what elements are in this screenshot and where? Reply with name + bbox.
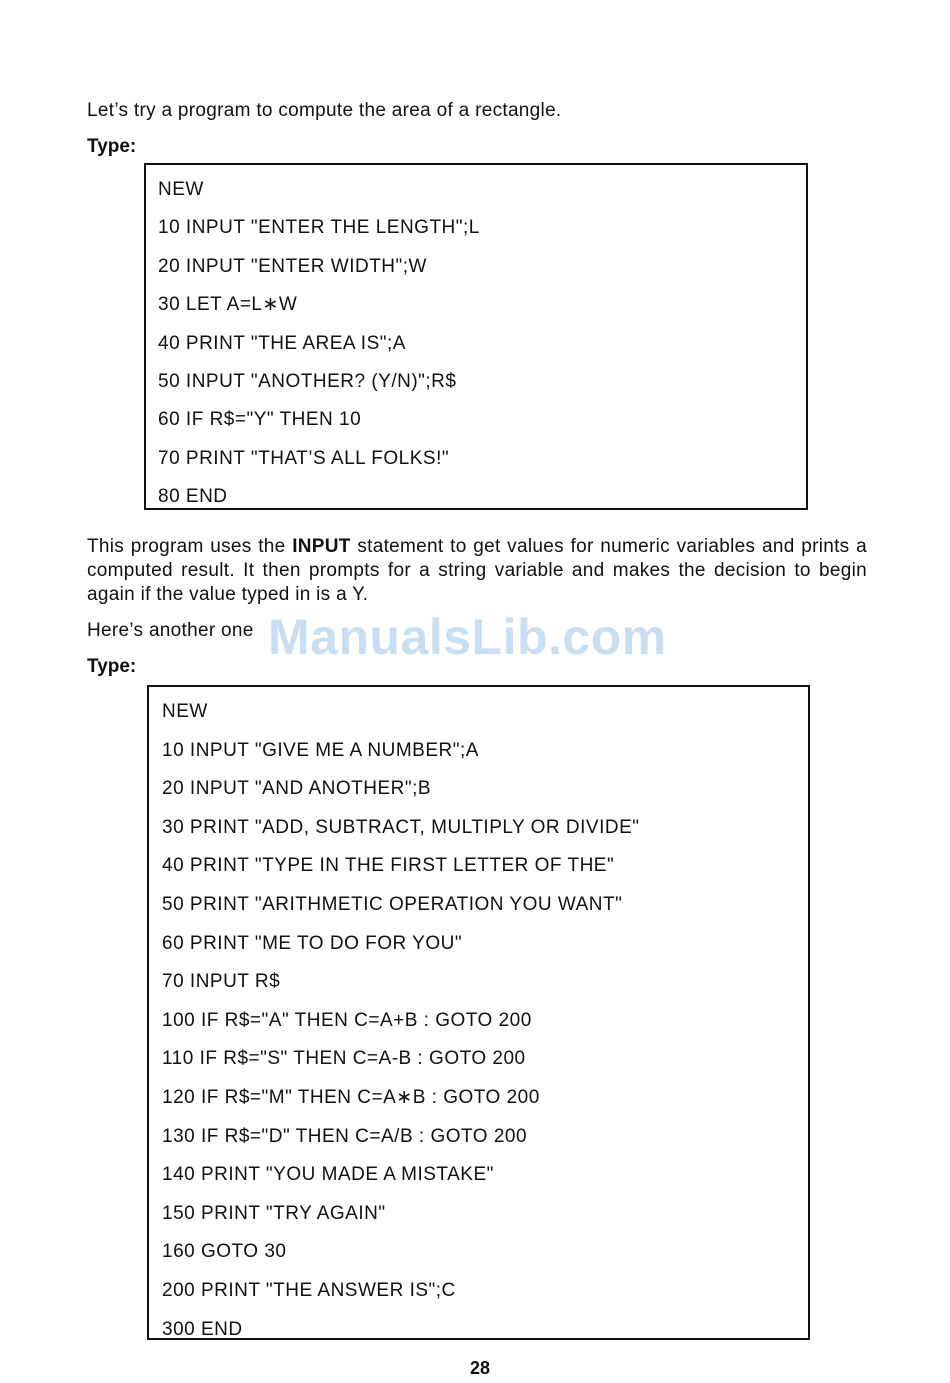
code-line: 110 IF R$="S" THEN C=A-B : GOTO 200 bbox=[162, 1048, 526, 1070]
intro-text: Let’s try a program to compute the area of a rectangle. bbox=[87, 100, 562, 121]
code-line: 150 PRINT "TRY AGAIN" bbox=[162, 1202, 386, 1224]
code-line: 30 PRINT "ADD, SUBTRACT, MULTIPLY OR DIVIDE" bbox=[162, 816, 640, 838]
code-line: NEW bbox=[158, 179, 204, 200]
type-label-2: Type: bbox=[87, 656, 137, 677]
code-line: 10 INPUT "ENTER THE LENGTH";L bbox=[158, 217, 480, 239]
page-number: 28 bbox=[469, 1358, 491, 1378]
code-line: 20 INPUT "AND ANOTHER";B bbox=[162, 778, 432, 800]
code-line: 120 IF R$="M" THEN C=A∗B : GOTO 200 bbox=[162, 1086, 540, 1108]
explanation-text-after: statement to get values for numeric variables and prints a computed result. It then prompts for a string variable and makes the decision to begin again if the value typed in is a Y. bbox=[87, 536, 867, 605]
code-line: 100 IF R$="A" THEN C=A+B : GOTO 200 bbox=[162, 1009, 532, 1031]
code-line: 160 GOTO 30 bbox=[162, 1241, 287, 1263]
code-line: 50 PRINT "ARITHMETIC OPERATION YOU WANT" bbox=[162, 893, 623, 915]
code-line: 40 PRINT "THE AREA IS";A bbox=[158, 332, 406, 354]
explanation-text-before: This program uses the bbox=[87, 536, 293, 557]
code-line: 60 PRINT "ME TO DO FOR YOU" bbox=[162, 932, 463, 954]
type-label-1: Type: bbox=[87, 136, 137, 157]
another-text: Here’s another one bbox=[87, 620, 254, 641]
input-keyword: INPUT bbox=[292, 536, 351, 557]
code-line: 300 END bbox=[162, 1318, 243, 1340]
code-line: 80 END bbox=[158, 486, 228, 508]
watermark: ManualsLib.com bbox=[268, 609, 667, 665]
code-line: 20 INPUT "ENTER WIDTH";W bbox=[158, 255, 427, 277]
code-line: 200 PRINT "THE ANSWER IS";C bbox=[162, 1279, 456, 1301]
code-line: 10 INPUT "GIVE ME A NUMBER";A bbox=[162, 739, 479, 761]
code-line: 140 PRINT "YOU MADE A MISTAKE" bbox=[162, 1164, 494, 1186]
code-line: 30 LET A=L∗W bbox=[158, 294, 298, 316]
code-line: NEW bbox=[162, 701, 208, 722]
code-line: 70 INPUT R$ bbox=[162, 971, 281, 993]
code-line: 50 INPUT "ANOTHER? (Y/N)";R$ bbox=[158, 371, 457, 393]
code-line: 60 IF R$="Y" THEN 10 bbox=[158, 409, 362, 431]
code-line: 40 PRINT "TYPE IN THE FIRST LETTER OF THE" bbox=[162, 855, 615, 877]
explanation-paragraph bbox=[87, 535, 867, 607]
code-line: 70 PRINT "THAT’S ALL FOLKS!" bbox=[158, 447, 450, 469]
program-listing-1 bbox=[144, 163, 808, 510]
program-listing-2 bbox=[147, 685, 810, 1340]
code-line: 130 IF R$="D" THEN C=A/B : GOTO 200 bbox=[162, 1125, 528, 1147]
